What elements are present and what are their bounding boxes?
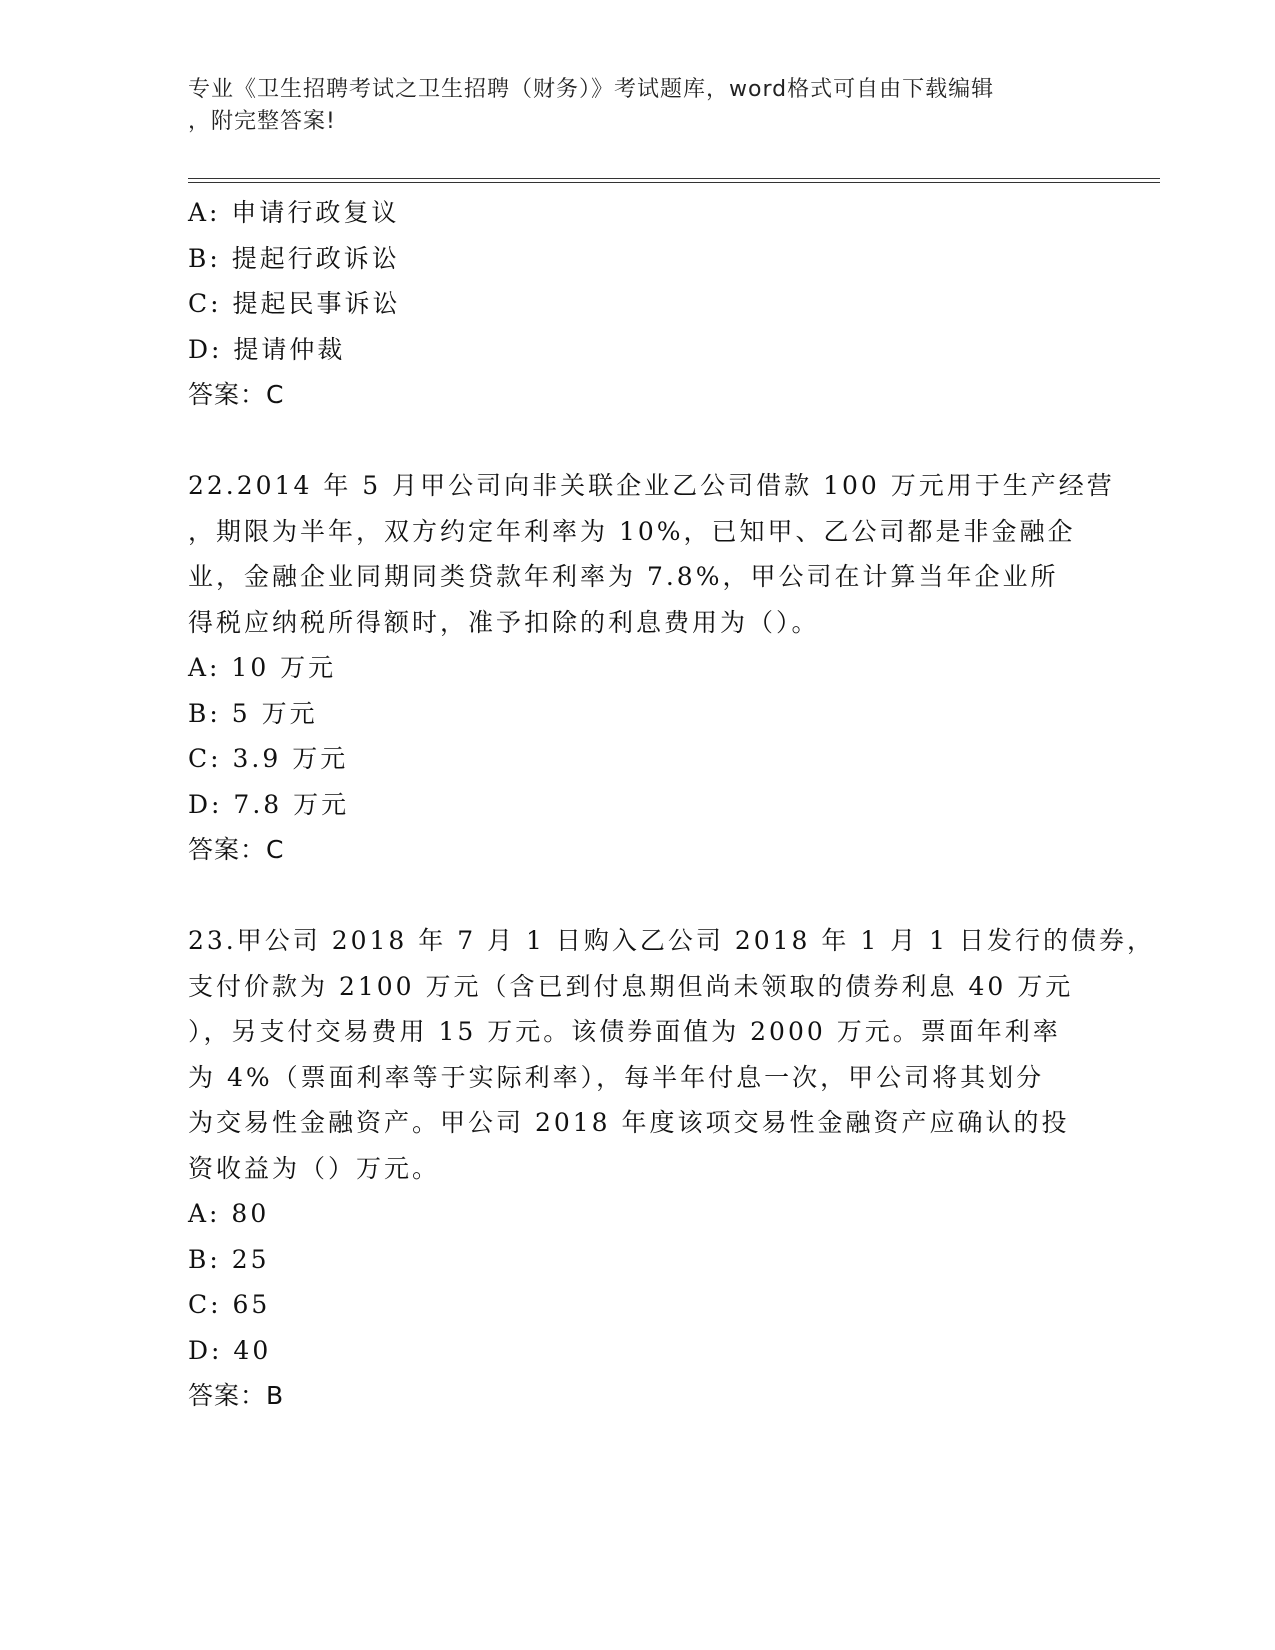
question-content <box>188 190 1155 1419</box>
option-b: B: 25 <box>188 1244 270 1274</box>
page-header <box>188 74 1088 138</box>
header-line-2: ，附完整答案! <box>188 109 336 134</box>
answer: 答案：B <box>188 1381 285 1410</box>
option-b: B: 提起行政诉讼 <box>188 243 400 273</box>
option-d: D: 7.8 万元 <box>188 789 350 819</box>
question-stem-line: 支付价款为 2100 万元（含已到付息期但尚未领取的债券利息 40 万元 <box>188 971 1074 1001</box>
answer: 答案：C <box>188 380 285 409</box>
answer: 答案：C <box>188 835 285 864</box>
question-stem-line: ，期限为半年，双方约定年利率为 10%，已知甲、乙公司都是非金融企 <box>188 516 1076 546</box>
option-d: D: 40 <box>188 1335 272 1365</box>
header-line-1: 专业《卫生招聘考试之卫生招聘（财务）》考试题库，word格式可自由下载编辑 <box>188 77 995 102</box>
question-stem-line: ），另支付交易费用 15 万元。该债券面值为 2000 万元。票面年利率 <box>188 1017 1061 1046</box>
spacer <box>188 418 1088 464</box>
option-b: B: 5 万元 <box>188 698 318 728</box>
question-21 <box>188 190 1088 418</box>
option-c: C: 提起民事诉讼 <box>188 289 401 318</box>
question-stem-line: 23.甲公司 2018 年 7 月 1 日购入乙公司 2018 年 1 月 1 日发行的债券， <box>188 926 1155 955</box>
question-stem-line: 资收益为（）万元。 <box>188 1153 441 1183</box>
question-23 <box>188 918 1155 1419</box>
question-stem-line: 为 4%（票面利率等于实际利率），每半年付息一次，甲公司将其划分 <box>188 1062 1045 1092</box>
question-stem-line: 为交易性金融资产。甲公司 2018 年度该项交易性金融资产应确认的投 <box>188 1108 1070 1137</box>
question-22 <box>188 463 1115 873</box>
spacer <box>188 873 1088 919</box>
option-c: C: 65 <box>188 1290 271 1319</box>
option-a: A: 80 <box>188 1199 270 1228</box>
header-divider <box>188 178 1160 183</box>
question-stem-line: 22.2014 年 5 月甲公司向非关联企业乙公司借款 100 万元用于生产经营 <box>188 471 1115 500</box>
question-stem-line: 业，金融企业同期同类贷款年利率为 7.8%，甲公司在计算当年企业所 <box>188 562 1059 591</box>
option-a: A: 10 万元 <box>188 653 337 682</box>
option-a: A: 申请行政复议 <box>188 198 400 227</box>
option-c: C: 3.9 万元 <box>188 744 349 773</box>
question-stem-line: 得税应纳税所得额时，准予扣除的利息费用为（）。 <box>188 607 820 637</box>
option-d: D: 提请仲裁 <box>188 334 346 364</box>
